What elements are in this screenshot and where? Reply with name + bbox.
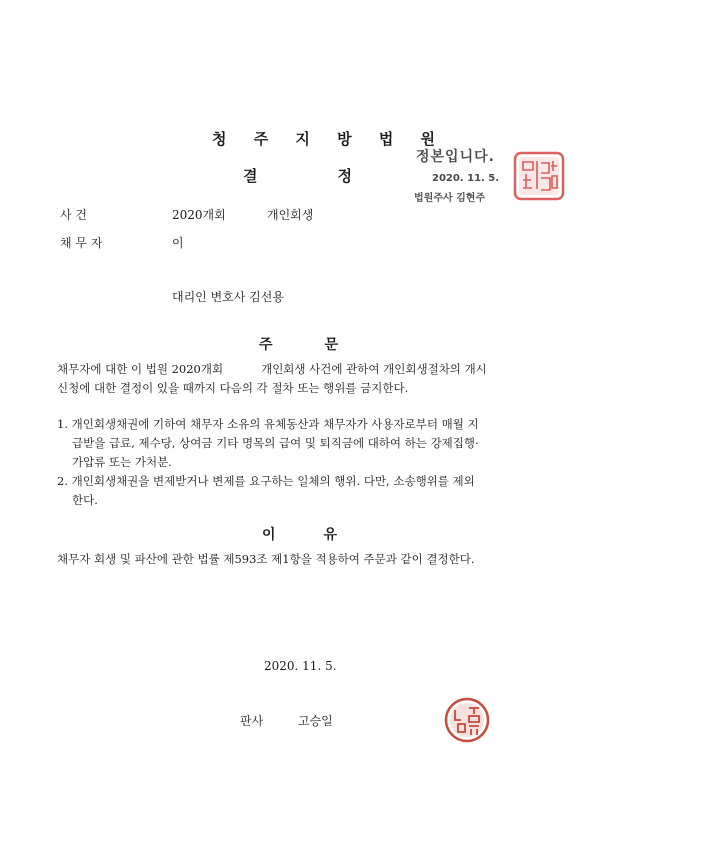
- order-line-1b: 개인회생 사건에 관하여 개인회생절차의 개시: [261, 362, 487, 376]
- case-number: 2020개회: [172, 208, 226, 222]
- order-item-1-line-1: 1. 개인회생채권에 기하여 채무자 소유의 유체동산과 채무자가 사용자로부터 매월 지: [57, 417, 479, 431]
- clerk-seal-icon: [512, 150, 566, 202]
- order-body: [57, 360, 557, 398]
- reason-heading-char-1: 이: [262, 527, 276, 543]
- order-line-1: [57, 360, 557, 379]
- order-line-1a: 채무자에 대한 이 법원 2020개회: [57, 362, 224, 376]
- certification-text: 정본입니다.: [416, 149, 495, 165]
- order-item-2-line-2: 한다.: [72, 493, 98, 507]
- case-label: 사 건: [60, 208, 87, 222]
- reason-heading-char-2: 유: [323, 527, 338, 543]
- certification-clerk: 법원주사 김현주: [414, 193, 486, 204]
- case-type: 개인회생: [267, 208, 314, 222]
- order-items: [57, 415, 557, 510]
- judge-seal-icon: [443, 696, 491, 744]
- certification-date: 2020. 11. 5.: [432, 173, 500, 184]
- document-type-char-1: 결: [243, 167, 258, 185]
- order-item-2-line-1: 2. 개인회생채권을 변제받거나 변제를 요구하는 일체의 행위. 다만, 소송행위를 제외: [57, 474, 475, 488]
- debtor-label: 채 무 자: [60, 236, 103, 250]
- judge-label: 판사: [240, 714, 264, 728]
- reason-text: 채무자 회생 및 파산에 관한 법률 제593조 제1항을 적용하여 주문과 같이 결정한다.: [57, 552, 475, 566]
- decision-date: 2020. 11. 5.: [264, 659, 337, 673]
- debtor-name: 이: [172, 236, 184, 250]
- order-heading: [259, 334, 338, 354]
- order-heading-char-1: 주: [259, 337, 273, 353]
- judge-name: 고승일: [298, 714, 333, 728]
- order-item-1-line-3: 가압류 또는 가처분.: [72, 455, 172, 469]
- document-type: [243, 165, 352, 186]
- order-item-1-line-2: 급받을 급료, 제수당, 상여금 기타 명목의 급여 및 퇴직금에 대하여 하는 강제집행·: [72, 436, 479, 450]
- debtor-agent: 대리인 변호사 김선용: [172, 290, 284, 304]
- court-name: 청 주 지 방 법 원: [212, 130, 447, 148]
- order-heading-char-2: 문: [324, 337, 339, 353]
- document-type-char-2: 정: [337, 167, 352, 185]
- order-line-2: 신청에 대한 결정이 있을 때까지 다음의 각 절차 또는 행위를 금지한다.: [57, 381, 409, 395]
- reason-heading: [262, 524, 337, 544]
